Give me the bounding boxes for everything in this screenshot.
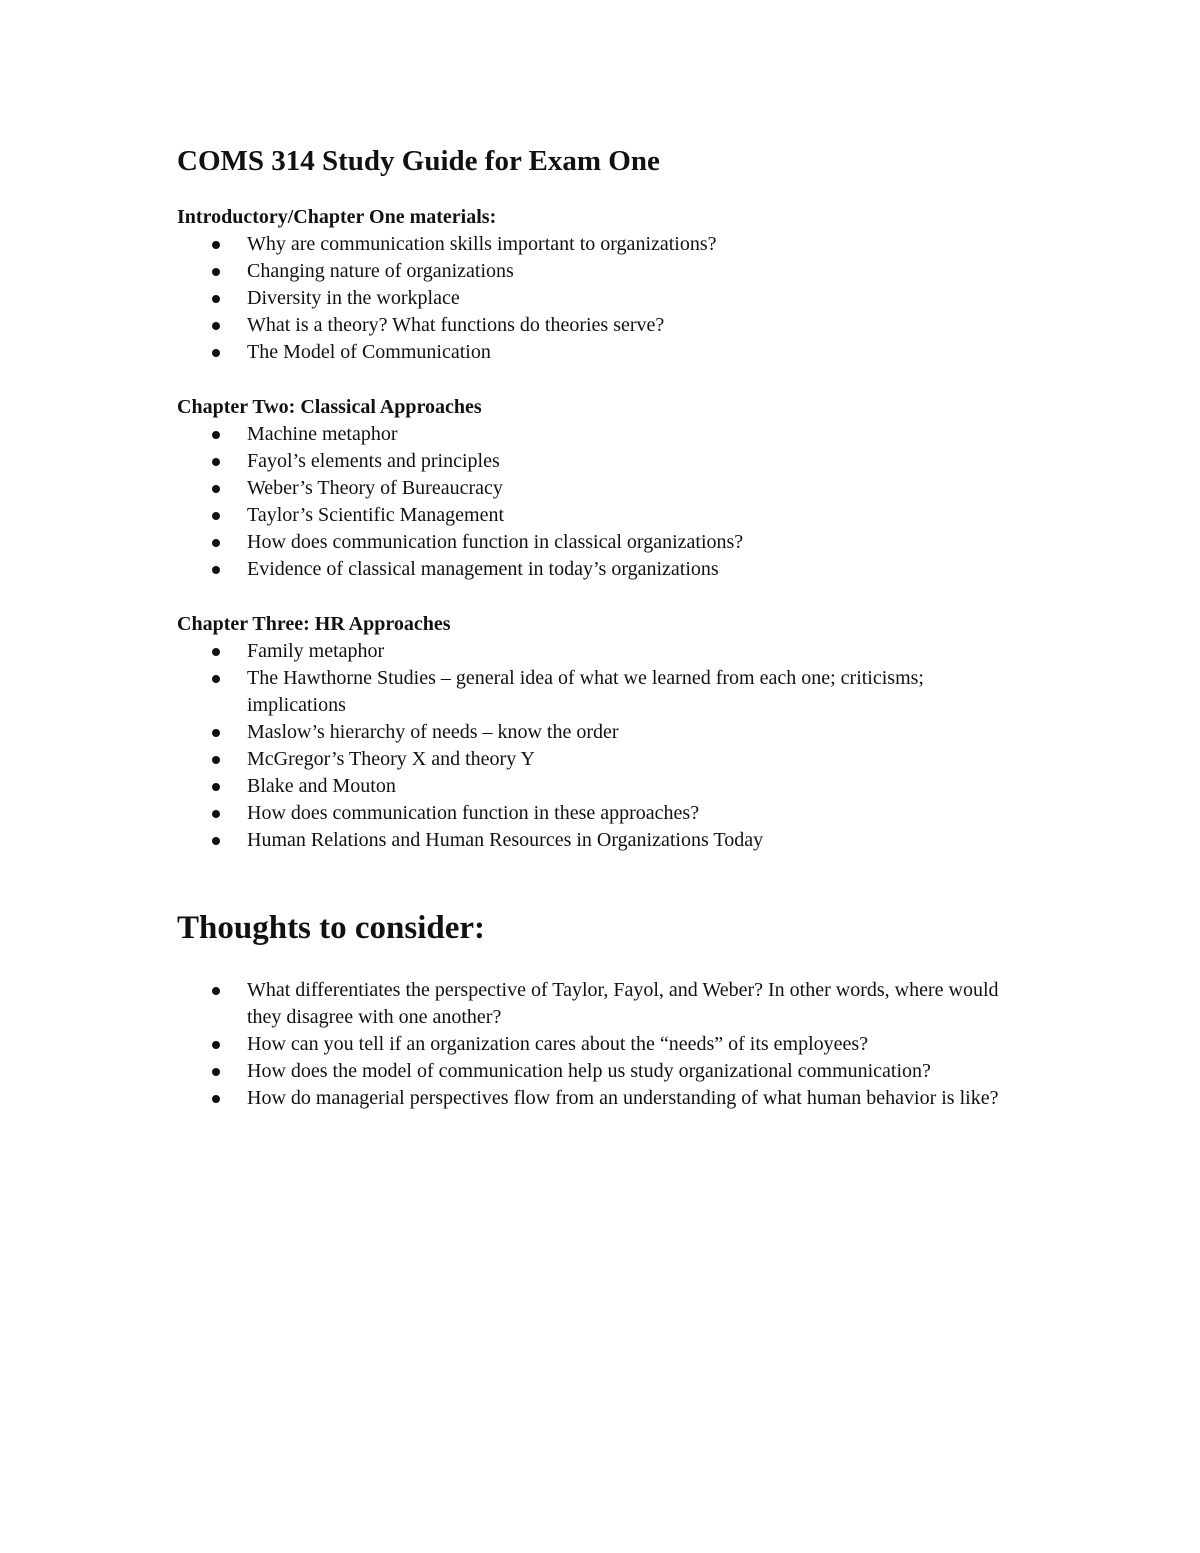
list-item: How do managerial perspectives flow from an understanding of what human behavior is like?	[177, 1085, 1037, 1112]
bullet-icon	[212, 349, 220, 357]
bullet-icon	[212, 295, 220, 303]
list-item: Why are communication skills important to organizations?	[177, 231, 1037, 258]
list-item: Human Relations and Human Resources in Organizations Today	[177, 827, 1037, 854]
bullet-list-chapter-two	[177, 421, 1037, 583]
bullet-icon	[212, 837, 220, 845]
bullet-list-chapter-three	[177, 638, 1037, 854]
bullet-list-chapter-one	[177, 231, 1037, 366]
bullet-icon	[212, 810, 220, 818]
bullet-icon	[212, 675, 220, 683]
bullet-icon	[212, 756, 220, 764]
bullet-icon	[212, 268, 220, 276]
section-heading-chapter-one: Introductory/Chapter One materials:	[177, 206, 497, 228]
bullet-icon	[212, 512, 220, 520]
list-item: Family metaphor	[177, 638, 1037, 665]
bullet-icon	[212, 431, 220, 439]
bullet-icon	[212, 539, 220, 547]
list-item: What differentiates the perspective of Taylor, Fayol, and Weber? In other words, where would they disagree with one another?	[177, 977, 1037, 1031]
bullet-icon	[212, 322, 220, 330]
bullet-icon	[212, 987, 220, 995]
bullet-icon	[212, 729, 220, 737]
bullet-icon	[212, 241, 220, 249]
bullet-icon	[212, 783, 220, 791]
list-item: Weber’s Theory of Bureaucracy	[177, 475, 1037, 502]
list-item: Machine metaphor	[177, 421, 1037, 448]
list-item: Blake and Mouton	[177, 773, 1037, 800]
list-item: Evidence of classical management in today’s organizations	[177, 556, 1037, 583]
list-item: McGregor’s Theory X and theory Y	[177, 746, 1037, 773]
list-item: Fayol’s elements and principles	[177, 448, 1037, 475]
bullet-icon	[212, 485, 220, 493]
list-item: Maslow’s hierarchy of needs – know the order	[177, 719, 1037, 746]
list-item: How does the model of communication help us study organizational communication?	[177, 1058, 1037, 1085]
bullet-icon	[212, 1068, 220, 1076]
list-item: Changing nature of organizations	[177, 258, 1037, 285]
bullet-icon	[212, 1095, 220, 1103]
list-item: How does communication function in classical organizations?	[177, 529, 1037, 556]
bullet-icon	[212, 566, 220, 574]
list-item: How can you tell if an organization cares about the “needs” of its employees?	[177, 1031, 1037, 1058]
list-item: Diversity in the workplace	[177, 285, 1037, 312]
list-item: The Model of Communication	[177, 339, 1037, 366]
list-item: How does communication function in these approaches?	[177, 800, 1037, 827]
bullet-list-thoughts	[177, 977, 1037, 1112]
list-item: What is a theory? What functions do theories serve?	[177, 312, 1037, 339]
bullet-icon	[212, 648, 220, 656]
list-item: Taylor’s Scientific Management	[177, 502, 1037, 529]
bullet-icon	[212, 458, 220, 466]
bullet-icon	[212, 1041, 220, 1049]
document-title: COMS 314 Study Guide for Exam One	[177, 145, 660, 177]
section-heading-chapter-three: Chapter Three: HR Approaches	[177, 613, 451, 635]
section-heading-chapter-two: Chapter Two: Classical Approaches	[177, 396, 482, 418]
list-item: The Hawthorne Studies – general idea of what we learned from each one; criticisms; implications	[177, 665, 1037, 719]
thoughts-heading: Thoughts to consider:	[177, 910, 486, 946]
